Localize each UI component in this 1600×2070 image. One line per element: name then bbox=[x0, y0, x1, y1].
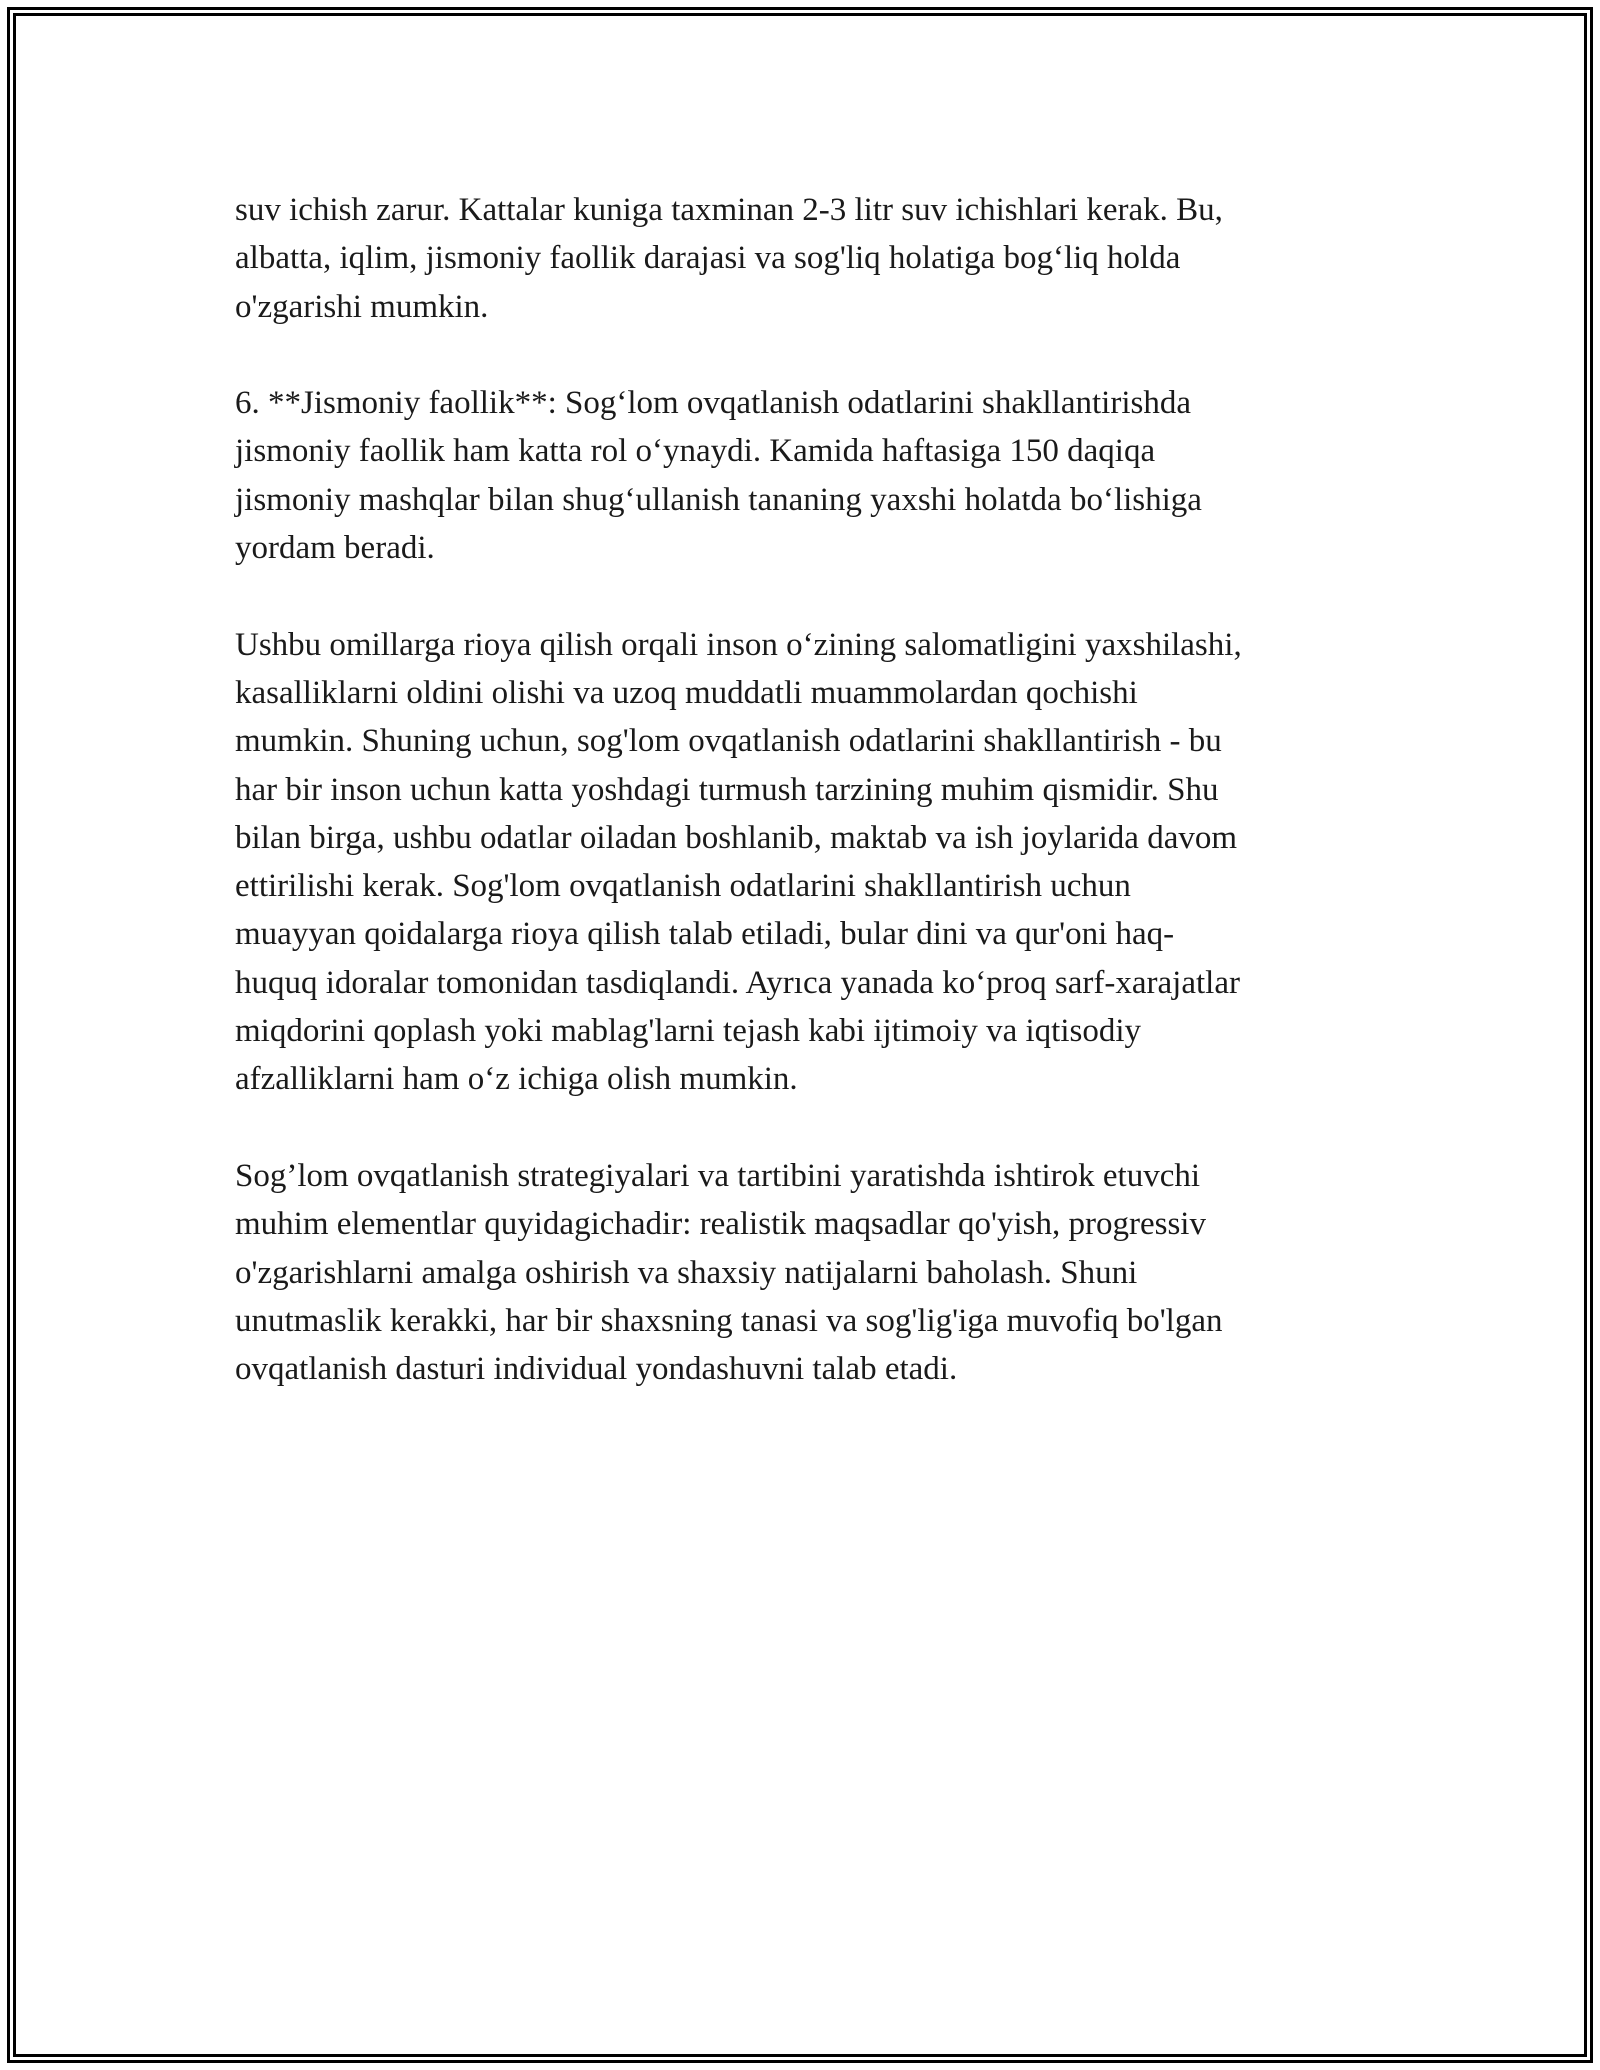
text-line: bilan birga, ushbu odatlar oiladan boshlanib, maktab va ish joylarida davom bbox=[235, 819, 1238, 856]
text-line: suv ichish zarur. Kattalar kuniga taxminan 2-3 litr suv ichishlari kerak. Bu, bbox=[235, 192, 1223, 228]
text-line: afzalliklarni ham o‘z ichiga olish mumkin. bbox=[235, 1061, 798, 1098]
text-line: yordam beradi. bbox=[235, 530, 435, 567]
text-line: unutmaslik kerakki, har bir shaxsning tanasi va sog'lig'iga muvofiq bo'lgan bbox=[235, 1302, 1223, 1339]
text-line: 6. **Jismoniy faollik**: Sog‘lom ovqatlanish odatlarini shakllantirishda bbox=[235, 385, 1191, 422]
text-line: kasalliklarni oldini olishi va uzoq muddatli muammolardan qochishi bbox=[235, 674, 1138, 711]
text-line: jismoniy faollik ham katta rol o‘ynaydi. Kamida haftasiga 150 daqiqa bbox=[235, 433, 1156, 470]
text-line: albatta, iqlim, jismoniy faollik darajasi va sog'liq holatiga bog‘liq holda bbox=[235, 240, 1181, 277]
text-line: o'zgarishi mumkin. bbox=[235, 288, 489, 325]
paragraph-following-factors bbox=[235, 621, 1375, 1104]
paragraph-water-intake bbox=[235, 186, 1375, 331]
text-line: huquq idoralar tomonidan tasdiqlandi. Ayrıca yanada ko‘proq sarf-xarajatlar bbox=[235, 964, 1240, 1001]
document-body bbox=[235, 186, 1375, 1442]
text-line: o'zgarishlarni amalga oshirish va shaxsiy natijalarni baholash. Shuni bbox=[235, 1254, 1138, 1291]
text-line: mumkin. Shuning uchun, sog'lom ovqatlanish odatlarini shakllantirish - bu bbox=[235, 723, 1222, 760]
text-line: Sog’lom ovqatlanish strategiyalari va tartibini yaratishda ishtirok etuvchi bbox=[235, 1157, 1201, 1194]
text-line: ovqatlanish dasturi individual yondashuvni talab etadi. bbox=[235, 1351, 958, 1388]
text-line: Ushbu omillarga rioya qilish orqali inson o‘zining salomatligini yaxshilashi, bbox=[235, 626, 1242, 663]
text-line: har bir inson uchun katta yoshdagi turmush tarzining muhim qismidir. Shu bbox=[235, 771, 1219, 808]
paragraph-strategies bbox=[235, 1152, 1375, 1393]
text-line: miqdorini qoplash yoki mablag'larni tejash kabi ijtimoiy va iqtisodiy bbox=[235, 1013, 1142, 1050]
text-line: jismoniy mashqlar bilan shug‘ullanish tananing yaxshi holatda bo‘lishiga bbox=[235, 481, 1202, 518]
text-line: ettirilishi kerak. Sog'lom ovqatlanish odatlarini shakllantirish uchun bbox=[235, 868, 1131, 905]
paragraph-physical-activity bbox=[235, 379, 1375, 572]
text-line: muayyan qoidalarga rioya qilish talab etiladi, bular dini va qur'oni haq- bbox=[235, 916, 1175, 953]
text-line: muhim elementlar quyidagichadir: realistik maqsadlar qo'yish, progressiv bbox=[235, 1206, 1206, 1243]
